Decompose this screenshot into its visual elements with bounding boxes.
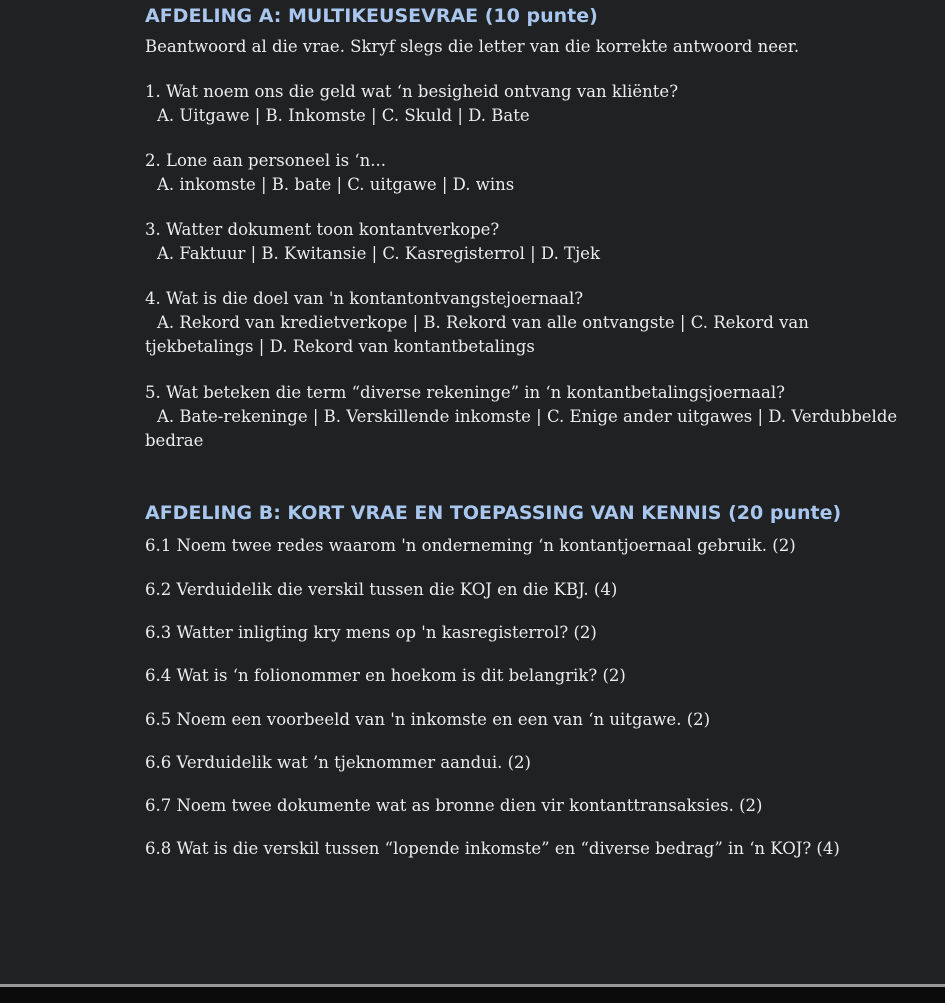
question-text: 4. Wat is die doel van 'n kontantontvangstejoernaal?: [145, 289, 584, 308]
short-question-6-1: 6.1 Noem twee redes waarom 'n onderneming ‘n kontantjoernaal gebruik. (2): [145, 536, 796, 555]
short-question-6-6: 6.6 Verduidelik wat ’n tjeknommer aandui. (2): [145, 753, 531, 772]
short-question-6-2: 6.2 Verduidelik die verskil tussen die KOJ en die KBJ. (4): [145, 580, 618, 599]
mcq-question-1: [145, 80, 915, 128]
question-text: 3. Watter dokument toon kontantverkope?: [145, 220, 500, 239]
section-a-instruction: Beantwoord al die vrae. Skryf slegs die letter van die korrekte antwoord neer.: [145, 37, 800, 56]
short-question-6-7: 6.7 Noem twee dokumente wat as bronne dien vir kontanttransaksies. (2): [145, 796, 763, 815]
mcq-question-2: [145, 149, 915, 197]
bottom-bar: [0, 984, 945, 1003]
mcq-question-5: [145, 381, 915, 453]
answer-options: A. inkomste | B. bate | C. uitgawe | D. wins: [157, 175, 515, 194]
section-b-heading: AFDELING B: KORT VRAE EN TOEPASSING VAN KENNIS (20 punte): [145, 502, 842, 524]
question-text: 1. Wat noem ons die geld wat ‘n besigheid ontvang van kliënte?: [145, 82, 679, 101]
short-question-6-4: 6.4 Wat is ‘n folionommer en hoekom is dit belangrik? (2): [145, 666, 626, 685]
answer-options: A. Bate-rekeninge | B. Verskillende inkomste | C. Enige ander uitgawes | D. Verdubbelde bedrae: [145, 407, 898, 450]
answer-options: A. Rekord van kredietverkope | B. Rekord van alle ontvangste | C. Rekord van tjekbetalings | D. Rekord van kontantbetalings: [145, 313, 809, 356]
section-a-heading: AFDELING A: MULTIKEUSEVRAE (10 punte): [145, 5, 598, 27]
mcq-question-4: [145, 287, 915, 359]
answer-options: A. Faktuur | B. Kwitansie | C. Kasregisterrol | D. Tjek: [157, 244, 600, 263]
short-question-6-5: 6.5 Noem een voorbeeld van 'n inkomste en een van ‘n uitgawe. (2): [145, 710, 711, 729]
short-question-6-3: 6.3 Watter inligting kry mens op 'n kasregisterrol? (2): [145, 623, 597, 642]
question-text: 5. Wat beteken die term “diverse rekeninge” in ‘n kontantbetalingsjoernaal?: [145, 383, 785, 402]
answer-options: A. Uitgawe | B. Inkomste | C. Skuld | D. Bate: [157, 106, 530, 125]
question-text: 2. Lone aan personeel is ‘n...: [145, 151, 386, 170]
short-question-6-8: 6.8 Wat is die verskil tussen “lopende inkomste” en “diverse bedrag” in ‘n KOJ? (4): [145, 839, 840, 858]
mcq-question-3: [145, 218, 915, 266]
